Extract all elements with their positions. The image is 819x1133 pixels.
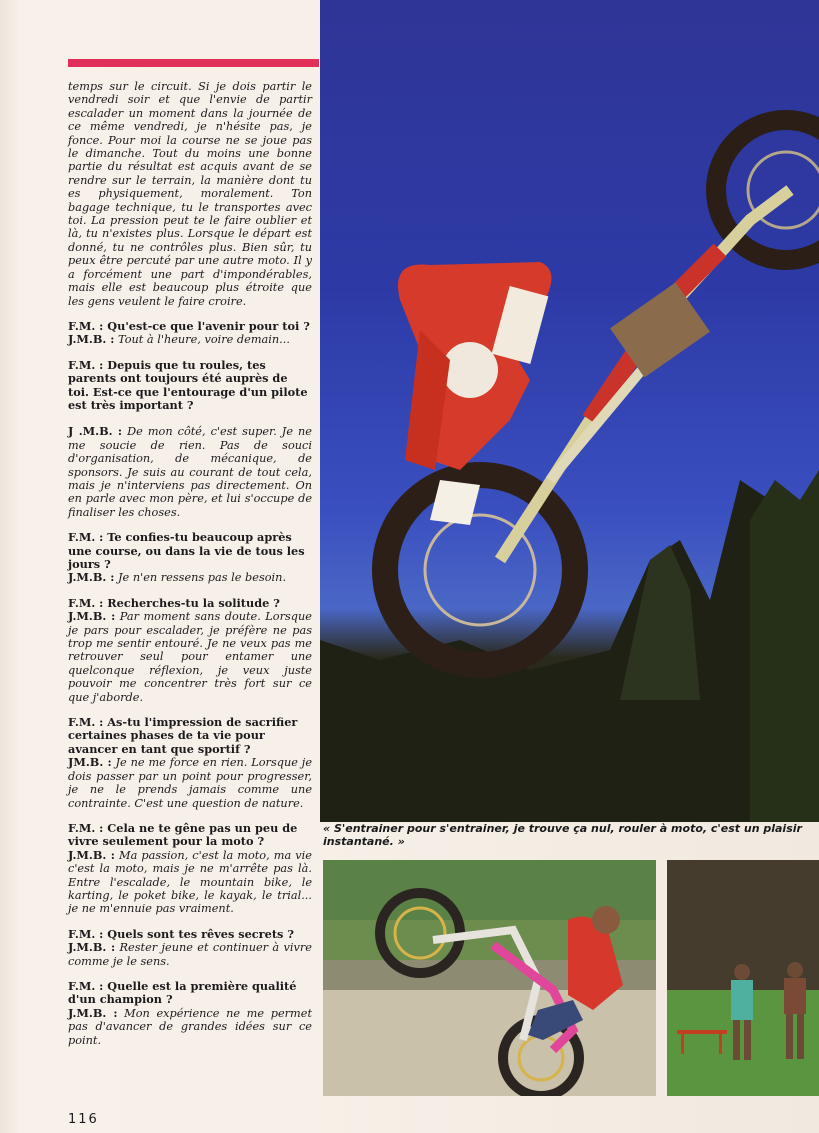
- qa-item: [68, 597, 312, 704]
- qa-item: [68, 359, 312, 519]
- answer: J.M.B. : Par moment sans doute. Lorsque je pars pour escalader, je préfère ne pas trop me sentir entouré. Je ne veux pas me retrouver seul pour entamer une quelconque réflexion, je veux juste pouvoir me concentrer très fort sur ce que j'aborde.: [68, 609, 312, 704]
- accent-bar: [68, 59, 319, 67]
- crowd-illustration: [667, 860, 819, 1096]
- answer: J.M.B. : Ma passion, c'est la moto, ma vie c'est la moto, mais je ne m'arrête pas là. Entre l'escalade, le mountain bike, le karting, le poket bike, le kayak, le trial... je ne m'ennuie pas vraiment.: [68, 847, 312, 916]
- wheelie-photo: [323, 860, 656, 1096]
- answer: J.M.B. : Mon expérience ne me permet pas d'avancer de grandes idées sur ce point.: [68, 1005, 312, 1047]
- answer: J.M.B. : Je n'en ressens pas le besoin.: [68, 570, 287, 585]
- answer: J .M.B. : De mon côté, c'est super. Je ne me soucie de rien. Pas de souci d'organisation, de mécanique, de sponsors. Je suis au courant de tout cela, mais je n'interviens pas directement. On en parle avec mon père, et lui s'occupe de finaliser les choses.: [68, 424, 312, 519]
- answer: J.M.B. : Tout à l'heure, voire demain...: [68, 332, 290, 347]
- qa-item: [68, 320, 312, 347]
- question: F.M. : Quelle est la première qualité d'un champion ?: [68, 978, 297, 1007]
- qa-item: [68, 716, 312, 810]
- qa-item: [68, 822, 312, 916]
- interview-column: [68, 80, 312, 1047]
- page-number: 116: [68, 1112, 99, 1127]
- answer: J.M.B. : Rester jeune et continuer à vivre comme je le sens.: [68, 940, 312, 968]
- photo-illustration: [320, 0, 819, 822]
- question: F.M. : Cela ne te gêne pas un peu de vivre seulement pour la moto ?: [68, 820, 298, 849]
- qa-item: [68, 980, 312, 1047]
- question: F.M. : Depuis que tu roules, tes parents ont toujours été auprès de toi. Est-ce que l'entourage d'un pilote est très important ?: [68, 357, 308, 412]
- question: F.M. : Qu'est-ce que l'avenir pour toi ?: [68, 318, 310, 333]
- spectators-photo: [667, 860, 819, 1096]
- question: F.M. : Recherches-tu la solitude ?: [68, 595, 280, 610]
- qa-item: [68, 928, 312, 968]
- qa-item: [68, 531, 312, 585]
- question: F.M. : As-tu l'impression de sacrifier certaines phases de ta vie pour avancer en tant que sportif ?: [68, 715, 298, 756]
- motocross-jump-photo: [320, 0, 819, 822]
- answer: JM.B. : Je ne me force en rien. Lorsque je dois passer par un point pour progresser, je ne le prends jamais comme une contrainte. C'est une question de nature.: [68, 755, 313, 810]
- photo-caption: « S'entrainer pour s'entrainer, je trouve ça nul, rouler à moto, c'est un plaisir instantané. »: [323, 822, 802, 848]
- intro-paragraph: temps sur le circuit. Si je dois partir le vendredi soir et que l'envie de partir escalader un moment dans la journée de ce même vendredi, je n'hésite pas, je fonce. Pour moi la course ne se joue pas le dimanche. Tout du moins une bonne partie du résultat est acquis avant de se rendre sur le terrain, la manière dont tu es physiquement, moralement. Ton bagage technique, tu le transportes avec toi. La pression peut te le faire oublier et là, tu n'existes plus. Lorsque le départ est donné, tu ne contrôles plus. Bien sûr, tu peux être percuté par une autre moto. Il y a forcément une part d'impondérables, mais elle est beaucoup plus étroite que les gens veulent le faire croire.: [68, 80, 312, 308]
- question: F.M. : Quels sont tes rêves secrets ?: [68, 926, 294, 941]
- question: F.M. : Te confies-tu beaucoup après une course, ou dans la vie de tous les jours ?: [68, 530, 305, 571]
- wheelie-illustration: [323, 860, 656, 1096]
